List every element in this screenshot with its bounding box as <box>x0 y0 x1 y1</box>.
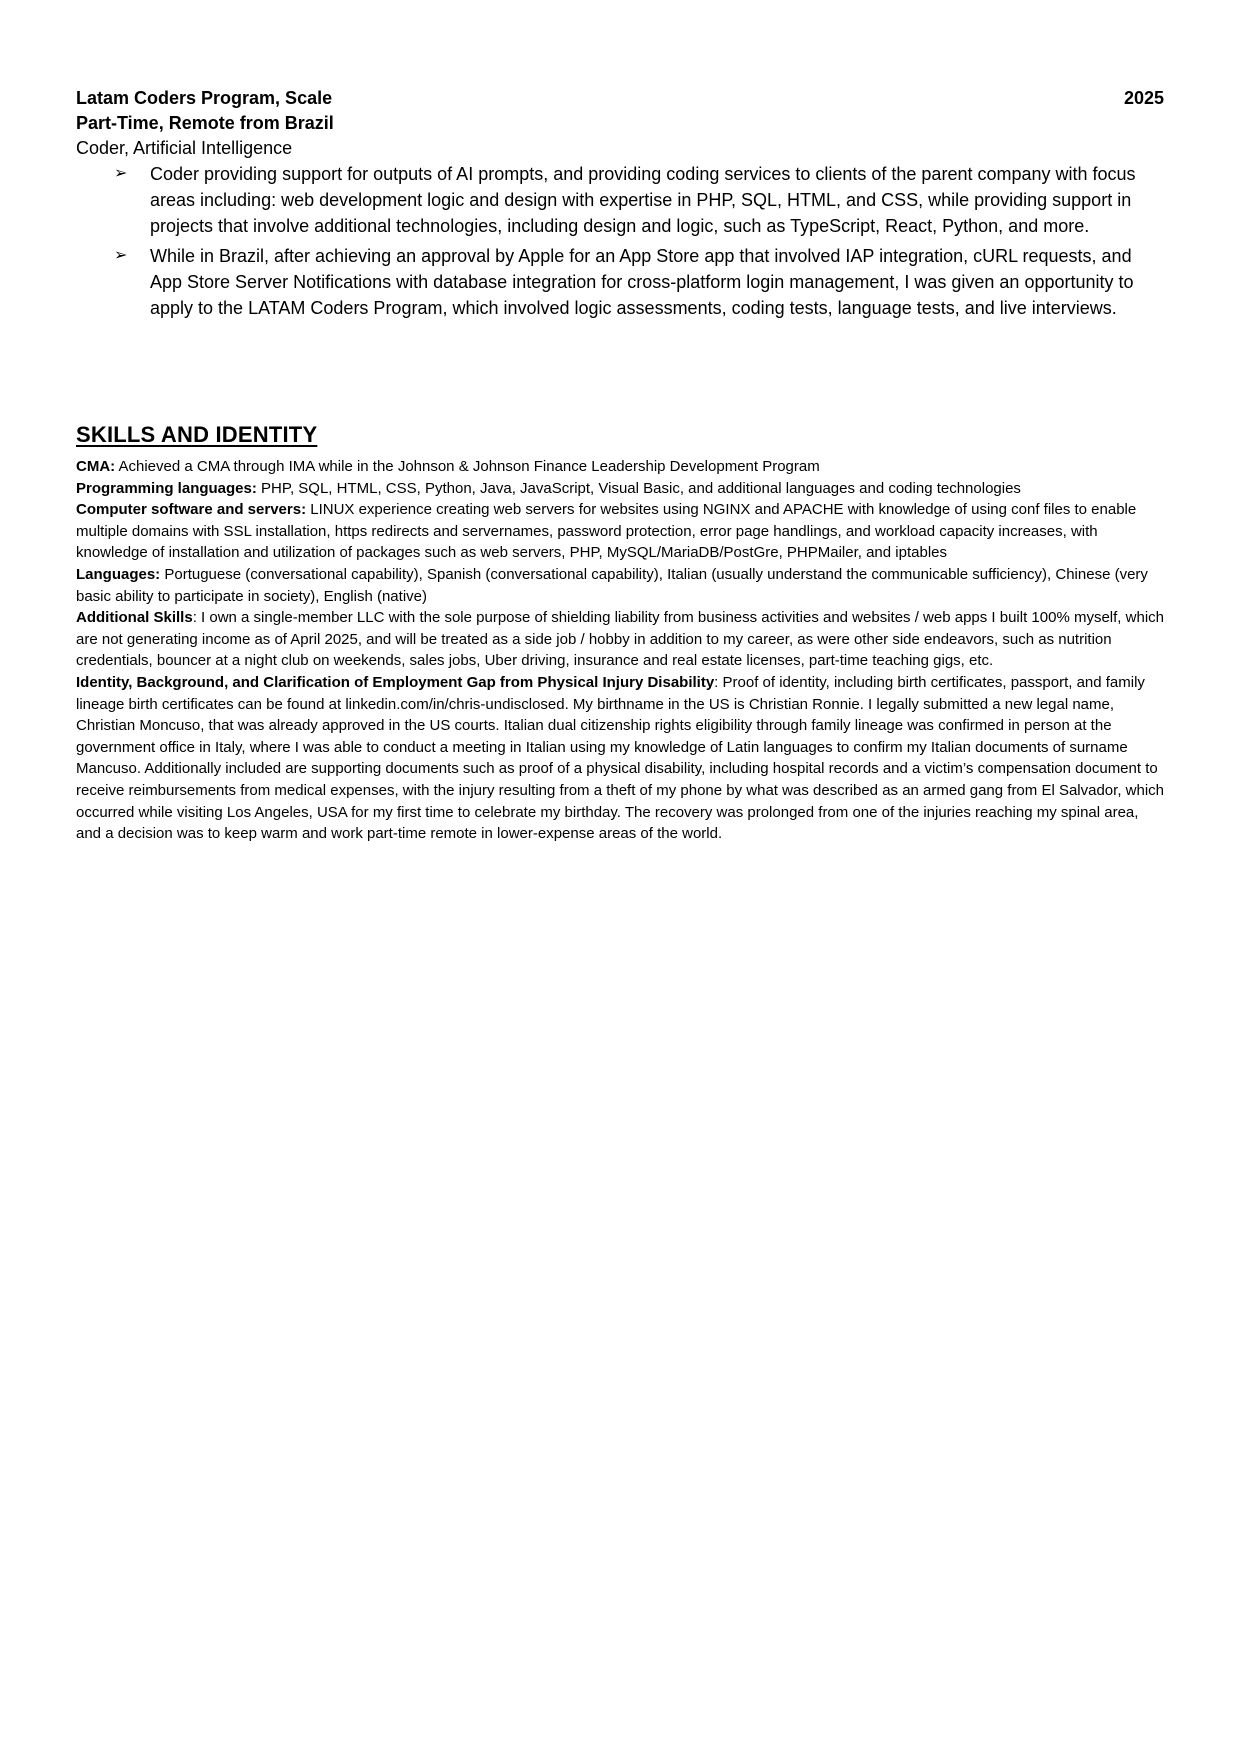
skill-text: : Proof of identity, including birth certificates, passport, and family lineage birth certificates can be found at linkedin.com/in/chris-undisclosed. My birthname in the US is Christian Ronnie. I legally submitted a new legal name, Christian Moncuso, that was already approved in the US courts. Italian dual citizenship rights eligibility through family lineage was confirmed in person at the government office in Italy, where I was able to conduct a meeting in Italian using my knowledge of Latin languages to confirm my Italian documents of surname Mancuso. Additionally included are supporting documents such as proof of a physical disability, including hospital records and a victim’s compensation document to receive reimbursements from medical expenses, with the injury resulting from a theft of my phone by what was described as an armed gang from El Salvador, which occurred while visiting Los Angeles, USA for my first time to celebrate my birthday. The recovery was prolonged from one of the injuries reaching my spinal area, and a decision was to keep warm and work part-time remote in lower-expense areas of the world. <box>76 673 1165 843</box>
job-bullet <box>76 161 1164 239</box>
job-type: Part-Time, Remote from Brazil <box>76 113 334 133</box>
job-bullet-list <box>76 161 1164 321</box>
skill-label: Additional Skills <box>76 609 193 627</box>
skill-label: Programming languages: <box>76 479 257 497</box>
arrowhead-bullet-icon: ➢ <box>114 247 128 264</box>
job-bullet <box>76 243 1164 321</box>
skill-label: CMA: <box>76 458 116 475</box>
job-year: 2025 <box>1123 88 1164 108</box>
skill-item-software-servers <box>76 499 1164 564</box>
skill-label: Languages: <box>76 565 161 583</box>
skill-label: Computer software and servers: <box>76 501 307 519</box>
job-bullet-text: Coder providing support for outputs of AI prompts, and providing coding services to clients of the parent company with focus areas including: web development logic and design with expertise in PHP, SQL, HTML, and CSS, while providing support in projects that involve additional technologies, including design and logic, such as TypeScript, React, Python, and more. <box>150 164 1136 236</box>
job-organization: Latam Coders Program, Scale <box>76 88 333 108</box>
resume-page <box>76 86 1164 845</box>
section-title-skills: SKILLS AND IDENTITY <box>76 422 318 447</box>
job-role: Coder, Artificial Intelligence <box>76 138 293 158</box>
skill-text: PHP, SQL, HTML, CSS, Python, Java, JavaScript, Visual Basic, and additional languages and coding technologies <box>256 479 1021 497</box>
arrowhead-bullet-icon: ➢ <box>114 165 128 182</box>
job-bullet-text: While in Brazil, after achieving an approval by Apple for an App Store app that involved IAP integration, cURL requests, and App Store Server Notifications with database integration for cross-platform login management, I was given an opportunity to apply to the LATAM Coders Program, which involved logic assessments, coding tests, language tests, and live interviews. <box>150 246 1134 318</box>
skill-item-programming-languages <box>76 478 1164 500</box>
skill-text: LINUX experience creating web servers for websites using NGINX and APACHE with knowledge of using conf files to enable multiple domains with SSL installation, https redirects and servernames, password protection, error page handlings, and workload capacity increases, with knowledge of installation and utilization of packages such as web servers, PHP, MySQL/MariaDB/PostGre, PHPMailer, and iptables <box>76 501 1137 562</box>
skill-item-cma <box>76 456 1164 478</box>
skill-item-identity-background <box>76 672 1164 845</box>
skill-text: Achieved a CMA through IMA while in the Johnson & Johnson Finance Leadership Development Program <box>115 458 820 475</box>
skill-label: Identity, Background, and Clarification of Employment Gap from Physical Injury Disability <box>76 673 715 691</box>
skills-list <box>76 456 1164 845</box>
skill-item-additional-skills <box>76 607 1164 672</box>
skill-item-languages <box>76 564 1164 607</box>
skill-text: Portuguese (conversational capability), Spanish (conversational capability), Italian (usually understand the communicable sufficiency), Chinese (very basic ability to participate in society), English (native) <box>76 565 1148 605</box>
skill-text: : I own a single-member LLC with the sole purpose of shielding liability from business activities and websites / web apps I built 100% myself, which are not generating income as of April 2025, and will be treated as a side job / hobby in addition to my career, as were other side endeavors, such as nutrition credentials, bouncer at a night club on weekends, sales jobs, Uber driving, insurance and real estate licenses, part-time teaching gigs, etc. <box>76 609 1164 670</box>
job-header <box>76 86 1164 111</box>
